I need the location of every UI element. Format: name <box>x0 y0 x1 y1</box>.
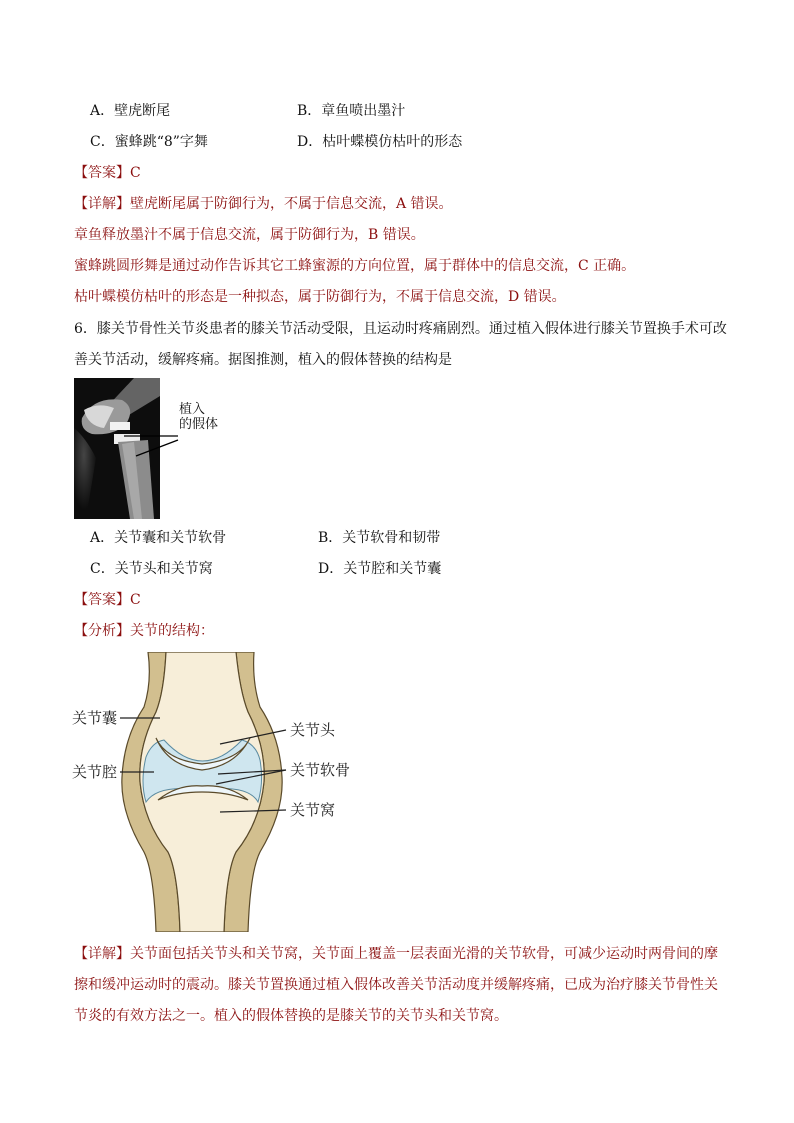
label-joint-capsule: 关节囊 <box>72 709 118 727</box>
label-joint-cartilage: 关节软骨 <box>290 761 351 779</box>
xray-label-line-2: 的假体 <box>179 417 219 432</box>
q6-detail-3: 节炎的有效方法之一。植入的假体替换的是膝关节的关节头和关节窝。 <box>74 1008 508 1024</box>
answer-tag: 【答案】 <box>74 165 130 181</box>
xray-pointer-lines <box>74 378 184 519</box>
q6-option-c: C．关节头和关节窝 <box>90 561 213 577</box>
detail-tag: 【详解】 <box>74 946 130 962</box>
joint-structure-diagram <box>68 652 388 932</box>
q5-detail-2: 章鱼释放墨汁不属于信息交流，属于防御行为，B 错误。 <box>74 227 425 243</box>
q5-detail-4: 枯叶蝶模仿枯叶的形态是一种拟态，属于防御行为，不属于信息交流，D 错误。 <box>74 289 566 305</box>
q5-option-c: C．蜜蜂跳“8”字舞 <box>90 134 208 150</box>
xray-label <box>179 402 218 432</box>
q5-answer <box>74 163 141 183</box>
q6-stem-1: 6．膝关节骨性关节炎患者的膝关节活动受限，且运动时疼痛剧烈。通过植入假体进行膝关节置换手术可改 <box>74 321 727 337</box>
detail-tag: 【详解】 <box>74 196 130 212</box>
label-joint-socket: 关节窝 <box>290 801 336 819</box>
analysis-tag: 【分析】 <box>74 623 130 639</box>
q5-option-b: B．章鱼喷出墨汁 <box>297 103 406 119</box>
answer-value: C <box>130 592 141 608</box>
label-joint-head: 关节头 <box>290 721 336 739</box>
q5-option-d: D．枯叶蝶模仿枯叶的形态 <box>297 134 463 150</box>
q6-option-b: B．关节软骨和韧带 <box>318 530 441 546</box>
q6-stem-2: 善关节活动，缓解疼痛。据图推测，植入的假体替换的结构是 <box>74 352 452 368</box>
q6-answer <box>74 590 141 610</box>
q6-detail-2: 擦和缓冲运动时的震动。膝关节置换通过植入假体改善关节活动度并缓解疼痛，已成为治疗膝关节骨性关 <box>74 977 718 993</box>
answer-tag: 【答案】 <box>74 592 130 608</box>
q6-analysis <box>74 621 214 641</box>
detail-text: 壁虎断尾属于防御行为，不属于信息交流，A 错误。 <box>130 196 453 212</box>
q5-option-a: A．壁虎断尾 <box>90 103 171 119</box>
xray-label-line-1: 植入 <box>179 402 206 417</box>
answer-value: C <box>130 165 141 181</box>
q6-detail-1 <box>74 944 718 964</box>
q5-detail-3: 蜜蜂跳圆形舞是通过动作告诉其它工蜂蜜源的方向位置，属于群体中的信息交流，C 正确。 <box>74 258 636 274</box>
q5-detail-1 <box>74 194 453 214</box>
q6-option-d: D．关节腔和关节囊 <box>318 561 442 577</box>
analysis-text: 关节的结构： <box>130 623 214 639</box>
label-joint-cavity: 关节腔 <box>72 763 118 781</box>
q6-option-a: A．关节囊和关节软骨 <box>90 530 227 546</box>
detail-text: 关节面包括关节头和关节窝，关节面上覆盖一层表面光滑的关节软骨，可减少运动时两骨间的摩 <box>130 946 718 962</box>
